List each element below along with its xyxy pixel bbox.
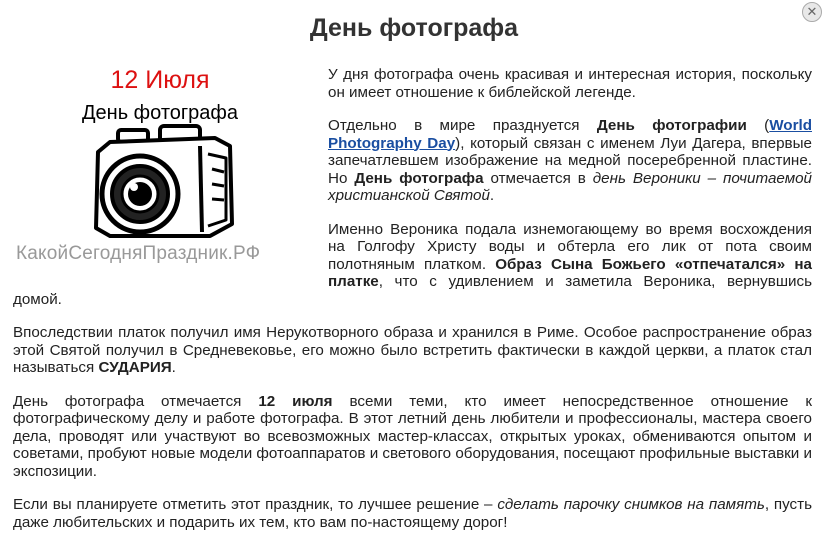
page-title: День фотографа <box>309 14 519 42</box>
paragraph-1: У дня фотографа очень красивая и интересная история, поскольку он имеет отношение к библейской легенде. <box>328 66 812 101</box>
paragraph-4: Впоследствии платок получил имя Нерукотворного образа и хранился в Риме. Особое распространение образ этой Святой получил в Средневековье, его можно было встретить фактически в каждой церкви, а платок стал называться СУДАРИЯ. <box>13 324 812 376</box>
paragraph-3: Именно Вероника подала изнемогающему во время восхождения на Голгофу Христу воды и обтерла его лик от пота своим полотняным платком. Образ Сына Божьего «отпечатался» на платке, что с удивлением и заметила Вероника, вернувшись домой. <box>13 220 813 308</box>
close-icon[interactable]: ✕ <box>802 2 822 22</box>
paragraph-5: День фотографа отмечается 12 июля всеми теми, кто имеет непосредственное отношение к фотографическому делу и работе фотографа. В этот летний день любители и профессионалы, мастера своего дела, проводят или участвуют во всевозможных мастер-классах, открытых уроках, обмениваются опытом и советами, пробуют новые модели фотоаппаратов и светового оборудования, посещают профильные выставки и экспозиции. <box>13 392 812 480</box>
article-text <box>13 66 812 547</box>
site-watermark: КакойСегодняПраздник.РФ <box>16 243 261 264</box>
hero-date: 12 Июля <box>110 66 210 94</box>
paragraph-2: Отдельно в мире празднуется День фотографии (World Photography Day), который связан с именем Луи Дагера, впервые запечатлевшем изображение на медной посеребренной пластине. Но День фотографа отмечается в день Вероники – почитаемой христианской Святой. <box>328 117 812 204</box>
hero-caption: День фотографа <box>81 102 238 124</box>
hero-spacer <box>13 66 328 284</box>
world-photography-day-link[interactable]: World Photography Day <box>328 117 812 152</box>
paragraph-6: Если вы планируете отметить этот праздник, то лучшее решение – сделать парочку снимков на память, пусть даже любительских и подарить их тем, кто вам по-настоящему дорог! <box>13 496 812 531</box>
